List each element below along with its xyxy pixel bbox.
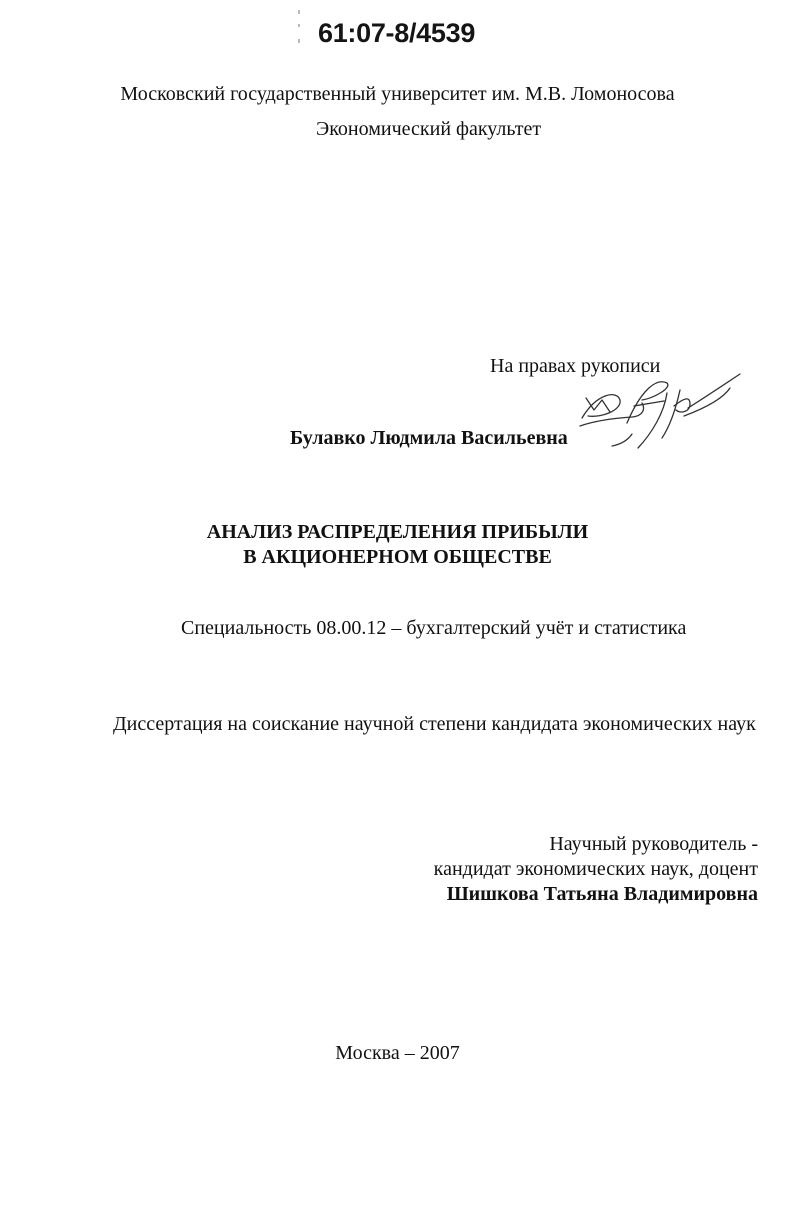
- supervisor-name: Шишкова Татьяна Владимировна: [446, 883, 758, 905]
- faculty-name: Экономический факультет: [316, 118, 542, 140]
- dissertation-title-line-2: В АКЦИОНЕРНОМ ОБЩЕСТВЕ: [243, 546, 552, 568]
- supervisor-credentials: кандидат экономических наук, доцент: [433, 858, 758, 880]
- degree-statement: Диссертация на соискание научной степени кандидата экономических наук: [113, 713, 756, 735]
- catalog-number: 61:07-8/4539: [318, 18, 476, 48]
- scan-marks: [294, 8, 304, 48]
- supervisor-block: [434, 832, 758, 907]
- dissertation-title-line-1: АНАЛИЗ РАСПРЕДЕЛЕНИЯ ПРИБЫЛИ: [206, 521, 589, 543]
- author-name: Булавко Людмила Васильевна: [290, 427, 568, 449]
- author-signature: [572, 368, 747, 458]
- city-year: Москва – 2007: [335, 1042, 460, 1064]
- specialty: Специальность 08.00.12 – бухгалтерский учёт и статистика: [181, 617, 687, 639]
- university-name: Московский государственный университет им. М.В. Ломоносова: [120, 83, 675, 105]
- supervisor-role: Научный руководитель -: [549, 833, 758, 855]
- rights-note: На правах рукописи: [490, 355, 661, 377]
